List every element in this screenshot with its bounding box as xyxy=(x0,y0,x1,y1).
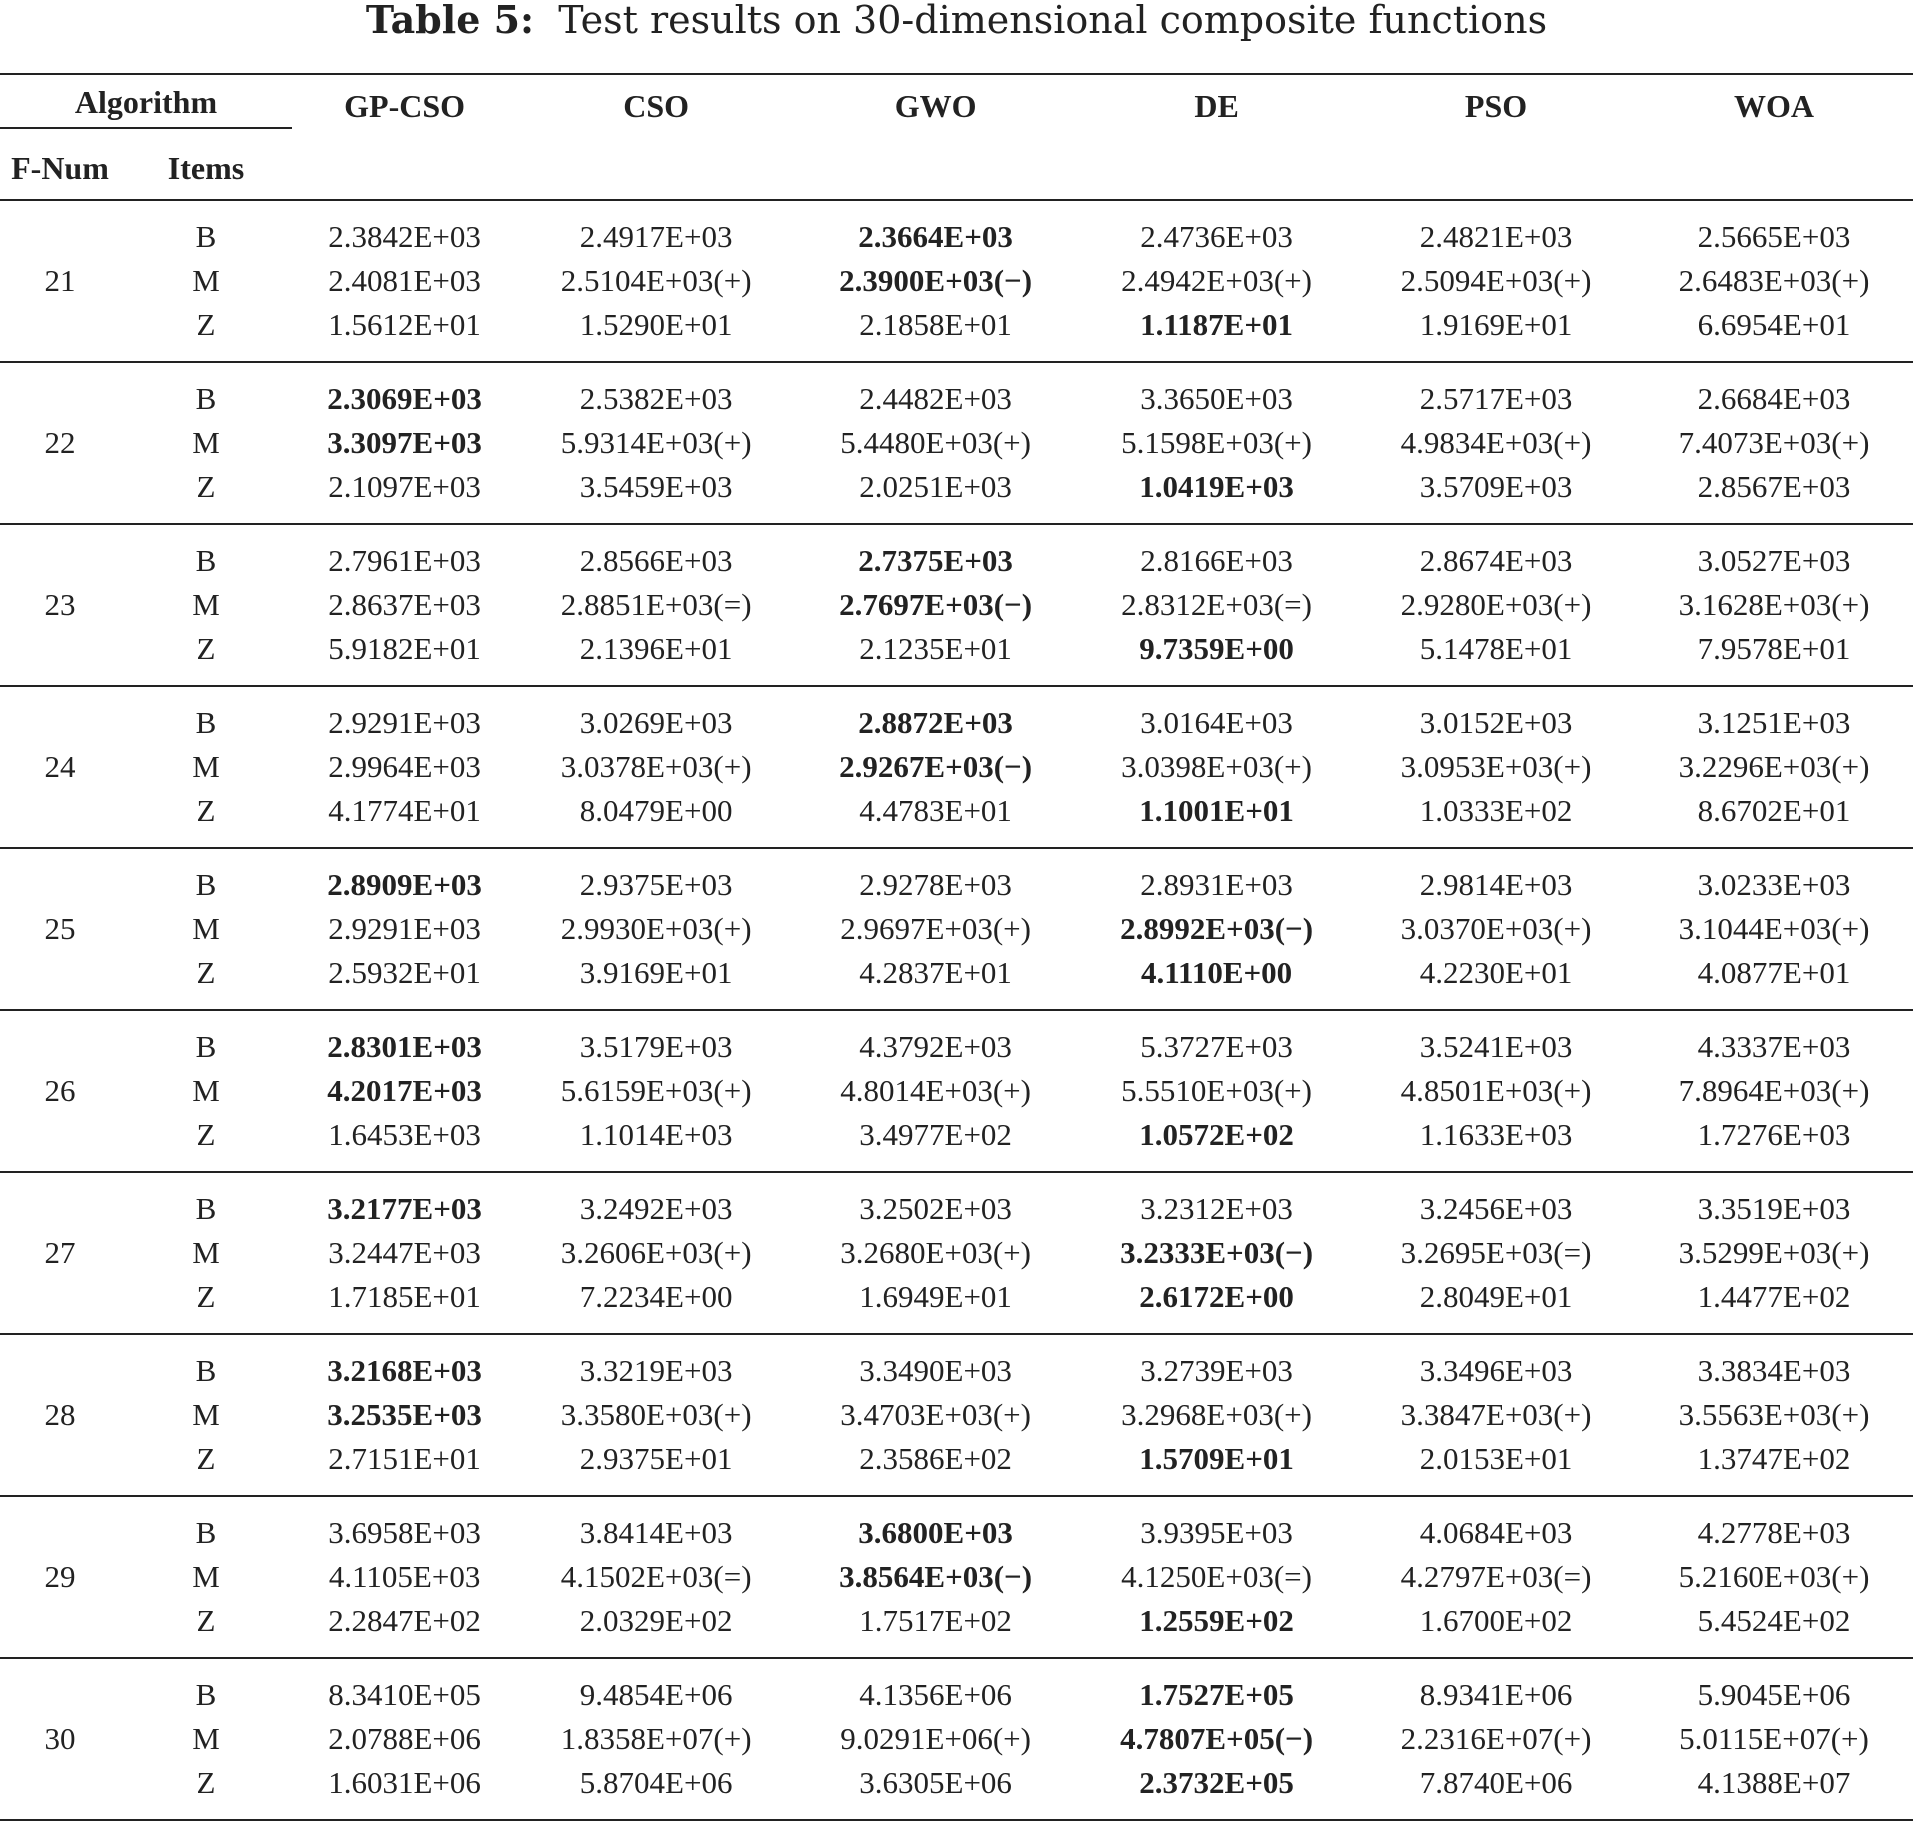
table-row xyxy=(0,907,1913,951)
item-label: B xyxy=(195,1353,217,1388)
value-cell: 2.5665E+03 xyxy=(1697,219,1851,254)
column-header: CSO xyxy=(517,74,795,137)
value-cell: 2.7151E+01 xyxy=(292,1437,517,1496)
value-cell: 4.7807E+05(−) xyxy=(1120,1721,1314,1756)
function-number-spacer xyxy=(0,1275,120,1334)
value-cell: 3.6305E+06 xyxy=(795,1761,1076,1820)
value-cell: 3.0370E+03(+) xyxy=(1400,911,1592,946)
item-label: M xyxy=(192,1559,220,1594)
value-cell: 2.9814E+03 xyxy=(1419,867,1573,902)
value-cell: 2.7961E+03 xyxy=(328,543,481,578)
value-cell: 3.0527E+03 xyxy=(1697,543,1851,578)
value-cell: 5.3727E+03 xyxy=(1140,1029,1293,1064)
value-cell: 4.1502E+03(=) xyxy=(560,1559,752,1594)
item-label: Z xyxy=(120,951,292,1010)
value-cell: 4.1356E+06 xyxy=(859,1677,1012,1712)
value-cell: 2.6684E+03 xyxy=(1697,381,1851,416)
table-row xyxy=(0,686,1913,745)
value-cell: 3.3580E+03(+) xyxy=(560,1397,752,1432)
function-number-spacer xyxy=(0,1334,120,1393)
value-cell: 2.2316E+07(+) xyxy=(1400,1721,1592,1756)
value-cell: 5.8704E+06 xyxy=(517,1761,795,1820)
value-cell: 1.0419E+03 xyxy=(1076,465,1357,524)
value-cell: 1.7185E+01 xyxy=(292,1275,517,1334)
value-cell: 2.7375E+03 xyxy=(858,543,1013,578)
value-cell: 4.2778E+03 xyxy=(1697,1515,1851,1550)
value-cell: 1.6031E+06 xyxy=(292,1761,517,1820)
item-label: M xyxy=(192,911,220,946)
value-cell: 2.0329E+02 xyxy=(517,1599,795,1658)
table-row xyxy=(0,951,1913,1010)
table-row xyxy=(0,1717,1913,1761)
value-cell: 4.3337E+03 xyxy=(1697,1029,1851,1064)
value-cell: 2.7697E+03(−) xyxy=(839,587,1033,622)
value-cell: 3.3490E+03 xyxy=(859,1353,1012,1388)
function-number: 28 xyxy=(44,1397,76,1432)
value-cell: 2.3900E+03(−) xyxy=(839,263,1033,298)
value-cell: 2.8049E+01 xyxy=(1357,1275,1635,1334)
value-cell: 2.1235E+01 xyxy=(795,627,1076,686)
table-row xyxy=(0,848,1913,907)
function-number-spacer xyxy=(0,686,120,745)
value-cell: 3.8414E+03 xyxy=(579,1515,733,1550)
table-row xyxy=(0,583,1913,627)
item-label: B xyxy=(195,219,217,254)
value-cell: 3.5459E+03 xyxy=(517,465,795,524)
value-cell: 2.9291E+03 xyxy=(328,911,481,946)
value-cell: 2.1097E+03 xyxy=(292,465,517,524)
value-cell: 5.9314E+03(+) xyxy=(560,425,752,460)
value-cell: 3.5563E+03(+) xyxy=(1678,1397,1870,1432)
value-cell: 3.3097E+03 xyxy=(327,425,482,460)
column-header: DE xyxy=(1076,74,1357,137)
function-number: 26 xyxy=(44,1073,76,1108)
item-label: B xyxy=(195,1677,217,1712)
value-cell: 9.7359E+00 xyxy=(1076,627,1357,686)
value-cell: 4.8501E+03(+) xyxy=(1400,1073,1592,1108)
value-cell: 4.8014E+03(+) xyxy=(840,1073,1031,1108)
function-number-spacer xyxy=(0,303,120,362)
value-cell: 1.7527E+05 xyxy=(1139,1677,1294,1712)
value-cell: 2.9375E+03 xyxy=(579,867,733,902)
value-cell: 2.9375E+01 xyxy=(517,1437,795,1496)
value-cell: 3.4703E+03(+) xyxy=(840,1397,1031,1432)
item-label: B xyxy=(195,1029,217,1064)
value-cell: 2.3069E+03 xyxy=(327,381,482,416)
value-cell: 5.6159E+03(+) xyxy=(560,1073,752,1108)
value-cell: 3.3834E+03 xyxy=(1697,1353,1851,1388)
item-label: B xyxy=(195,705,217,740)
value-cell: 1.7517E+02 xyxy=(795,1599,1076,1658)
value-cell: 2.0153E+01 xyxy=(1357,1437,1635,1496)
table-row xyxy=(0,421,1913,465)
item-label: Z xyxy=(120,1761,292,1820)
table-row xyxy=(0,1393,1913,1437)
function-number-spacer xyxy=(0,524,120,583)
value-cell: 3.2177E+03 xyxy=(327,1191,482,1226)
table-row xyxy=(0,789,1913,848)
value-cell: 7.8740E+06 xyxy=(1357,1761,1635,1820)
column-header: PSO xyxy=(1357,74,1635,137)
value-cell: 2.8931E+03 xyxy=(1140,867,1293,902)
value-cell: 8.9341E+06 xyxy=(1419,1677,1573,1712)
value-cell: 2.1396E+01 xyxy=(517,627,795,686)
value-cell: 5.9182E+01 xyxy=(292,627,517,686)
item-label: M xyxy=(192,1073,220,1108)
value-cell: 1.9169E+01 xyxy=(1357,303,1635,362)
item-label: Z xyxy=(120,465,292,524)
value-cell: 3.2695E+03(=) xyxy=(1400,1235,1592,1270)
value-cell: 5.9045E+06 xyxy=(1697,1677,1851,1712)
item-label: Z xyxy=(120,1599,292,1658)
value-cell: 4.1774E+01 xyxy=(292,789,517,848)
table-row xyxy=(0,1496,1913,1555)
column-header: GWO xyxy=(795,74,1076,137)
value-cell: 3.3219E+03 xyxy=(579,1353,733,1388)
table-row xyxy=(0,1275,1913,1334)
value-cell: 2.3586E+02 xyxy=(795,1437,1076,1496)
item-label: M xyxy=(192,1721,220,1756)
value-cell: 1.7276E+03 xyxy=(1635,1113,1913,1172)
value-cell: 2.4736E+03 xyxy=(1140,219,1293,254)
value-cell: 4.2797E+03(=) xyxy=(1400,1559,1592,1594)
function-number-spacer xyxy=(0,627,120,686)
value-cell: 2.6483E+03(+) xyxy=(1678,263,1870,298)
value-cell: 2.4942E+03(+) xyxy=(1121,263,1312,298)
table-row xyxy=(0,1437,1913,1496)
value-cell: 1.6700E+02 xyxy=(1357,1599,1635,1658)
value-cell: 3.2312E+03 xyxy=(1140,1191,1293,1226)
value-cell: 8.3410E+05 xyxy=(328,1677,481,1712)
item-label: B xyxy=(195,867,217,902)
table-row xyxy=(0,465,1913,524)
value-cell: 3.5709E+03 xyxy=(1357,465,1635,524)
value-cell: 1.4477E+02 xyxy=(1635,1275,1913,1334)
value-cell: 5.1598E+03(+) xyxy=(1121,425,1312,460)
column-header: GP-CSO xyxy=(292,74,517,137)
value-cell: 5.4480E+03(+) xyxy=(840,425,1031,460)
value-cell: 2.1858E+01 xyxy=(795,303,1076,362)
value-cell: 3.9395E+03 xyxy=(1140,1515,1293,1550)
value-cell: 3.3519E+03 xyxy=(1697,1191,1851,1226)
value-cell: 2.5717E+03 xyxy=(1419,381,1573,416)
table-row xyxy=(0,259,1913,303)
value-cell: 2.8872E+03 xyxy=(858,705,1013,740)
value-cell: 5.5510E+03(+) xyxy=(1121,1073,1312,1108)
function-number: 24 xyxy=(44,749,76,784)
function-number-spacer xyxy=(0,1010,120,1069)
item-label: M xyxy=(192,1397,220,1432)
item-label: B xyxy=(195,381,217,416)
function-number-spacer xyxy=(0,848,120,907)
value-cell: 3.5179E+03 xyxy=(579,1029,733,1064)
value-cell: 3.2680E+03(+) xyxy=(840,1235,1031,1270)
value-cell: 4.2017E+03 xyxy=(327,1073,482,1108)
fnum-header: F-Num xyxy=(0,137,120,200)
value-cell: 2.6172E+00 xyxy=(1076,1275,1357,1334)
value-cell: 3.1251E+03 xyxy=(1697,705,1851,740)
value-cell: 3.0398E+03(+) xyxy=(1121,749,1312,784)
item-label: Z xyxy=(120,1275,292,1334)
value-cell: 4.1105E+03 xyxy=(328,1559,481,1594)
value-cell: 1.5290E+01 xyxy=(517,303,795,362)
table-row xyxy=(0,627,1913,686)
caption-text: Test results on 30-dimensional composite functions xyxy=(558,0,1548,42)
value-cell: 2.3664E+03 xyxy=(858,219,1013,254)
value-cell: 2.8166E+03 xyxy=(1140,543,1293,578)
value-cell: 1.8358E+07(+) xyxy=(560,1721,752,1756)
value-cell: 2.9930E+03(+) xyxy=(560,911,752,946)
value-cell: 3.2168E+03 xyxy=(327,1353,482,1388)
value-cell: 4.4783E+01 xyxy=(795,789,1076,848)
value-cell: 5.4524E+02 xyxy=(1635,1599,1913,1658)
value-cell: 2.3842E+03 xyxy=(328,219,481,254)
value-cell: 4.9834E+03(+) xyxy=(1400,425,1592,460)
value-cell: 3.9169E+01 xyxy=(517,951,795,1010)
function-number: 29 xyxy=(44,1559,76,1594)
value-cell: 2.8566E+03 xyxy=(579,543,733,578)
value-cell: 4.1110E+00 xyxy=(1076,951,1357,1010)
table-row xyxy=(0,1231,1913,1275)
value-cell: 1.0333E+02 xyxy=(1357,789,1635,848)
value-cell: 4.2230E+01 xyxy=(1357,951,1635,1010)
value-cell: 1.1633E+03 xyxy=(1357,1113,1635,1172)
value-cell: 1.5612E+01 xyxy=(292,303,517,362)
value-cell: 3.0953E+03(+) xyxy=(1400,749,1592,784)
item-label: Z xyxy=(120,303,292,362)
function-number-spacer xyxy=(0,1658,120,1717)
function-number: 23 xyxy=(44,587,76,622)
algorithm-header: Algorithm xyxy=(0,74,292,137)
value-cell: 5.2160E+03(+) xyxy=(1678,1559,1870,1594)
value-cell: 2.8909E+03 xyxy=(327,867,482,902)
value-cell: 3.4977E+02 xyxy=(795,1113,1076,1172)
value-cell: 9.4854E+06 xyxy=(579,1677,733,1712)
function-number: 25 xyxy=(44,911,76,946)
value-cell: 2.4482E+03 xyxy=(859,381,1012,416)
table-row xyxy=(0,1113,1913,1172)
value-cell: 5.1478E+01 xyxy=(1357,627,1635,686)
table-row xyxy=(0,1334,1913,1393)
value-cell: 2.3732E+05 xyxy=(1076,1761,1357,1820)
value-cell: 2.2847E+02 xyxy=(292,1599,517,1658)
value-cell: 3.2447E+03 xyxy=(328,1235,481,1270)
value-cell: 1.6453E+03 xyxy=(292,1113,517,1172)
function-number-spacer xyxy=(0,200,120,259)
value-cell: 4.2837E+01 xyxy=(795,951,1076,1010)
value-cell: 1.0572E+02 xyxy=(1076,1113,1357,1172)
value-cell: 3.5241E+03 xyxy=(1419,1029,1573,1064)
value-cell: 2.9964E+03 xyxy=(328,749,481,784)
value-cell: 2.8301E+03 xyxy=(327,1029,482,1064)
value-cell: 3.5299E+03(+) xyxy=(1678,1235,1870,1270)
value-cell: 3.2492E+03 xyxy=(579,1191,733,1226)
value-cell: 3.2968E+03(+) xyxy=(1121,1397,1312,1432)
function-number-spacer xyxy=(0,1113,120,1172)
function-number-spacer xyxy=(0,1599,120,1658)
value-cell: 2.9278E+03 xyxy=(859,867,1012,902)
value-cell: 2.9267E+03(−) xyxy=(839,749,1033,784)
value-cell: 2.8567E+03 xyxy=(1635,465,1913,524)
table-caption xyxy=(0,0,1913,40)
value-cell: 2.8674E+03 xyxy=(1419,543,1573,578)
function-number-spacer xyxy=(0,951,120,1010)
function-number-spacer xyxy=(0,1496,120,1555)
value-cell: 1.1001E+01 xyxy=(1076,789,1357,848)
value-cell: 9.0291E+06(+) xyxy=(840,1721,1031,1756)
value-cell: 2.5094E+03(+) xyxy=(1400,263,1592,298)
value-cell: 2.9697E+03(+) xyxy=(840,911,1031,946)
value-cell: 7.9578E+01 xyxy=(1635,627,1913,686)
value-cell: 2.8992E+03(−) xyxy=(1120,911,1314,946)
table-row xyxy=(0,303,1913,362)
item-label: Z xyxy=(120,627,292,686)
item-label: Z xyxy=(120,789,292,848)
value-cell: 2.0788E+06 xyxy=(328,1721,481,1756)
value-cell: 3.1628E+03(+) xyxy=(1678,587,1870,622)
value-cell: 3.2296E+03(+) xyxy=(1678,749,1870,784)
table-row xyxy=(0,1761,1913,1820)
value-cell: 8.0479E+00 xyxy=(517,789,795,848)
value-cell: 3.0152E+03 xyxy=(1419,705,1573,740)
value-cell: 3.2333E+03(−) xyxy=(1120,1235,1314,1270)
function-number-spacer xyxy=(0,1437,120,1496)
value-cell: 3.2456E+03 xyxy=(1419,1191,1573,1226)
item-label: M xyxy=(192,263,220,298)
function-number-spacer xyxy=(0,362,120,421)
function-number: 27 xyxy=(44,1235,76,1270)
table-row xyxy=(0,524,1913,583)
value-cell: 2.9280E+03(+) xyxy=(1400,587,1592,622)
value-cell: 2.4917E+03 xyxy=(579,219,733,254)
value-cell: 2.5104E+03(+) xyxy=(560,263,752,298)
value-cell: 6.6954E+01 xyxy=(1635,303,1913,362)
value-cell: 1.1014E+03 xyxy=(517,1113,795,1172)
item-label: B xyxy=(195,1515,217,1550)
item-label: M xyxy=(192,587,220,622)
value-cell: 3.3650E+03 xyxy=(1140,381,1293,416)
value-cell: 1.1187E+01 xyxy=(1076,303,1357,362)
value-cell: 3.0378E+03(+) xyxy=(560,749,752,784)
function-number-spacer xyxy=(0,465,120,524)
table-row xyxy=(0,1658,1913,1717)
value-cell: 2.4821E+03 xyxy=(1419,219,1573,254)
value-cell: 3.2535E+03 xyxy=(327,1397,482,1432)
item-label: B xyxy=(195,543,217,578)
value-cell: 2.5932E+01 xyxy=(292,951,517,1010)
function-number: 21 xyxy=(44,263,76,298)
value-cell: 3.0269E+03 xyxy=(579,705,733,740)
value-cell: 3.3847E+03(+) xyxy=(1400,1397,1592,1432)
table-row xyxy=(0,362,1913,421)
table-row xyxy=(0,1555,1913,1599)
value-cell: 2.9291E+03 xyxy=(328,705,481,740)
caption-label: Table 5: xyxy=(365,0,535,42)
value-cell: 3.0233E+03 xyxy=(1697,867,1851,902)
item-label: M xyxy=(192,425,220,460)
value-cell: 2.8312E+03(=) xyxy=(1121,587,1312,622)
value-cell: 3.1044E+03(+) xyxy=(1678,911,1870,946)
value-cell: 7.2234E+00 xyxy=(517,1275,795,1334)
value-cell: 4.1250E+03(=) xyxy=(1121,1559,1312,1594)
value-cell: 1.5709E+01 xyxy=(1076,1437,1357,1496)
item-label: B xyxy=(195,1191,217,1226)
table-row xyxy=(0,1010,1913,1069)
function-number: 30 xyxy=(44,1721,76,1756)
value-cell: 3.2606E+03(+) xyxy=(560,1235,752,1270)
function-number-spacer xyxy=(0,789,120,848)
value-cell: 3.6800E+03 xyxy=(858,1515,1013,1550)
value-cell: 4.1388E+07 xyxy=(1635,1761,1913,1820)
value-cell: 3.2739E+03 xyxy=(1140,1353,1293,1388)
value-cell: 1.6949E+01 xyxy=(795,1275,1076,1334)
value-cell: 2.8851E+03(=) xyxy=(560,587,752,622)
value-cell: 7.8964E+03(+) xyxy=(1678,1073,1870,1108)
value-cell: 3.6958E+03 xyxy=(328,1515,481,1550)
table-row xyxy=(0,745,1913,789)
value-cell: 5.0115E+07(+) xyxy=(1679,1721,1869,1756)
value-cell: 3.0164E+03 xyxy=(1140,705,1293,740)
value-cell: 2.0251E+03 xyxy=(795,465,1076,524)
item-label: Z xyxy=(120,1113,292,1172)
value-cell: 1.3747E+02 xyxy=(1635,1437,1913,1496)
value-cell: 3.2502E+03 xyxy=(859,1191,1012,1226)
value-cell: 4.0684E+03 xyxy=(1419,1515,1573,1550)
items-header: Items xyxy=(120,137,292,200)
table-body xyxy=(0,200,1913,1820)
value-cell: 1.2559E+02 xyxy=(1076,1599,1357,1658)
value-cell: 2.5382E+03 xyxy=(579,381,733,416)
function-number-spacer xyxy=(0,1761,120,1820)
results-table xyxy=(0,73,1913,1821)
item-label: Z xyxy=(120,1437,292,1496)
item-label: M xyxy=(192,749,220,784)
value-cell: 7.4073E+03(+) xyxy=(1678,425,1870,460)
function-number-spacer xyxy=(0,1172,120,1231)
function-number: 22 xyxy=(44,425,76,460)
value-cell: 4.0877E+01 xyxy=(1635,951,1913,1010)
table-row xyxy=(0,1069,1913,1113)
table-row xyxy=(0,1599,1913,1658)
table-row xyxy=(0,1172,1913,1231)
column-header: WOA xyxy=(1635,74,1913,137)
value-cell: 4.3792E+03 xyxy=(859,1029,1012,1064)
value-cell: 3.8564E+03(−) xyxy=(839,1559,1033,1594)
value-cell: 2.8637E+03 xyxy=(328,587,481,622)
value-cell: 2.4081E+03 xyxy=(328,263,481,298)
item-label: M xyxy=(192,1235,220,1270)
value-cell: 3.3496E+03 xyxy=(1419,1353,1573,1388)
value-cell: 8.6702E+01 xyxy=(1635,789,1913,848)
table-row xyxy=(0,200,1913,259)
